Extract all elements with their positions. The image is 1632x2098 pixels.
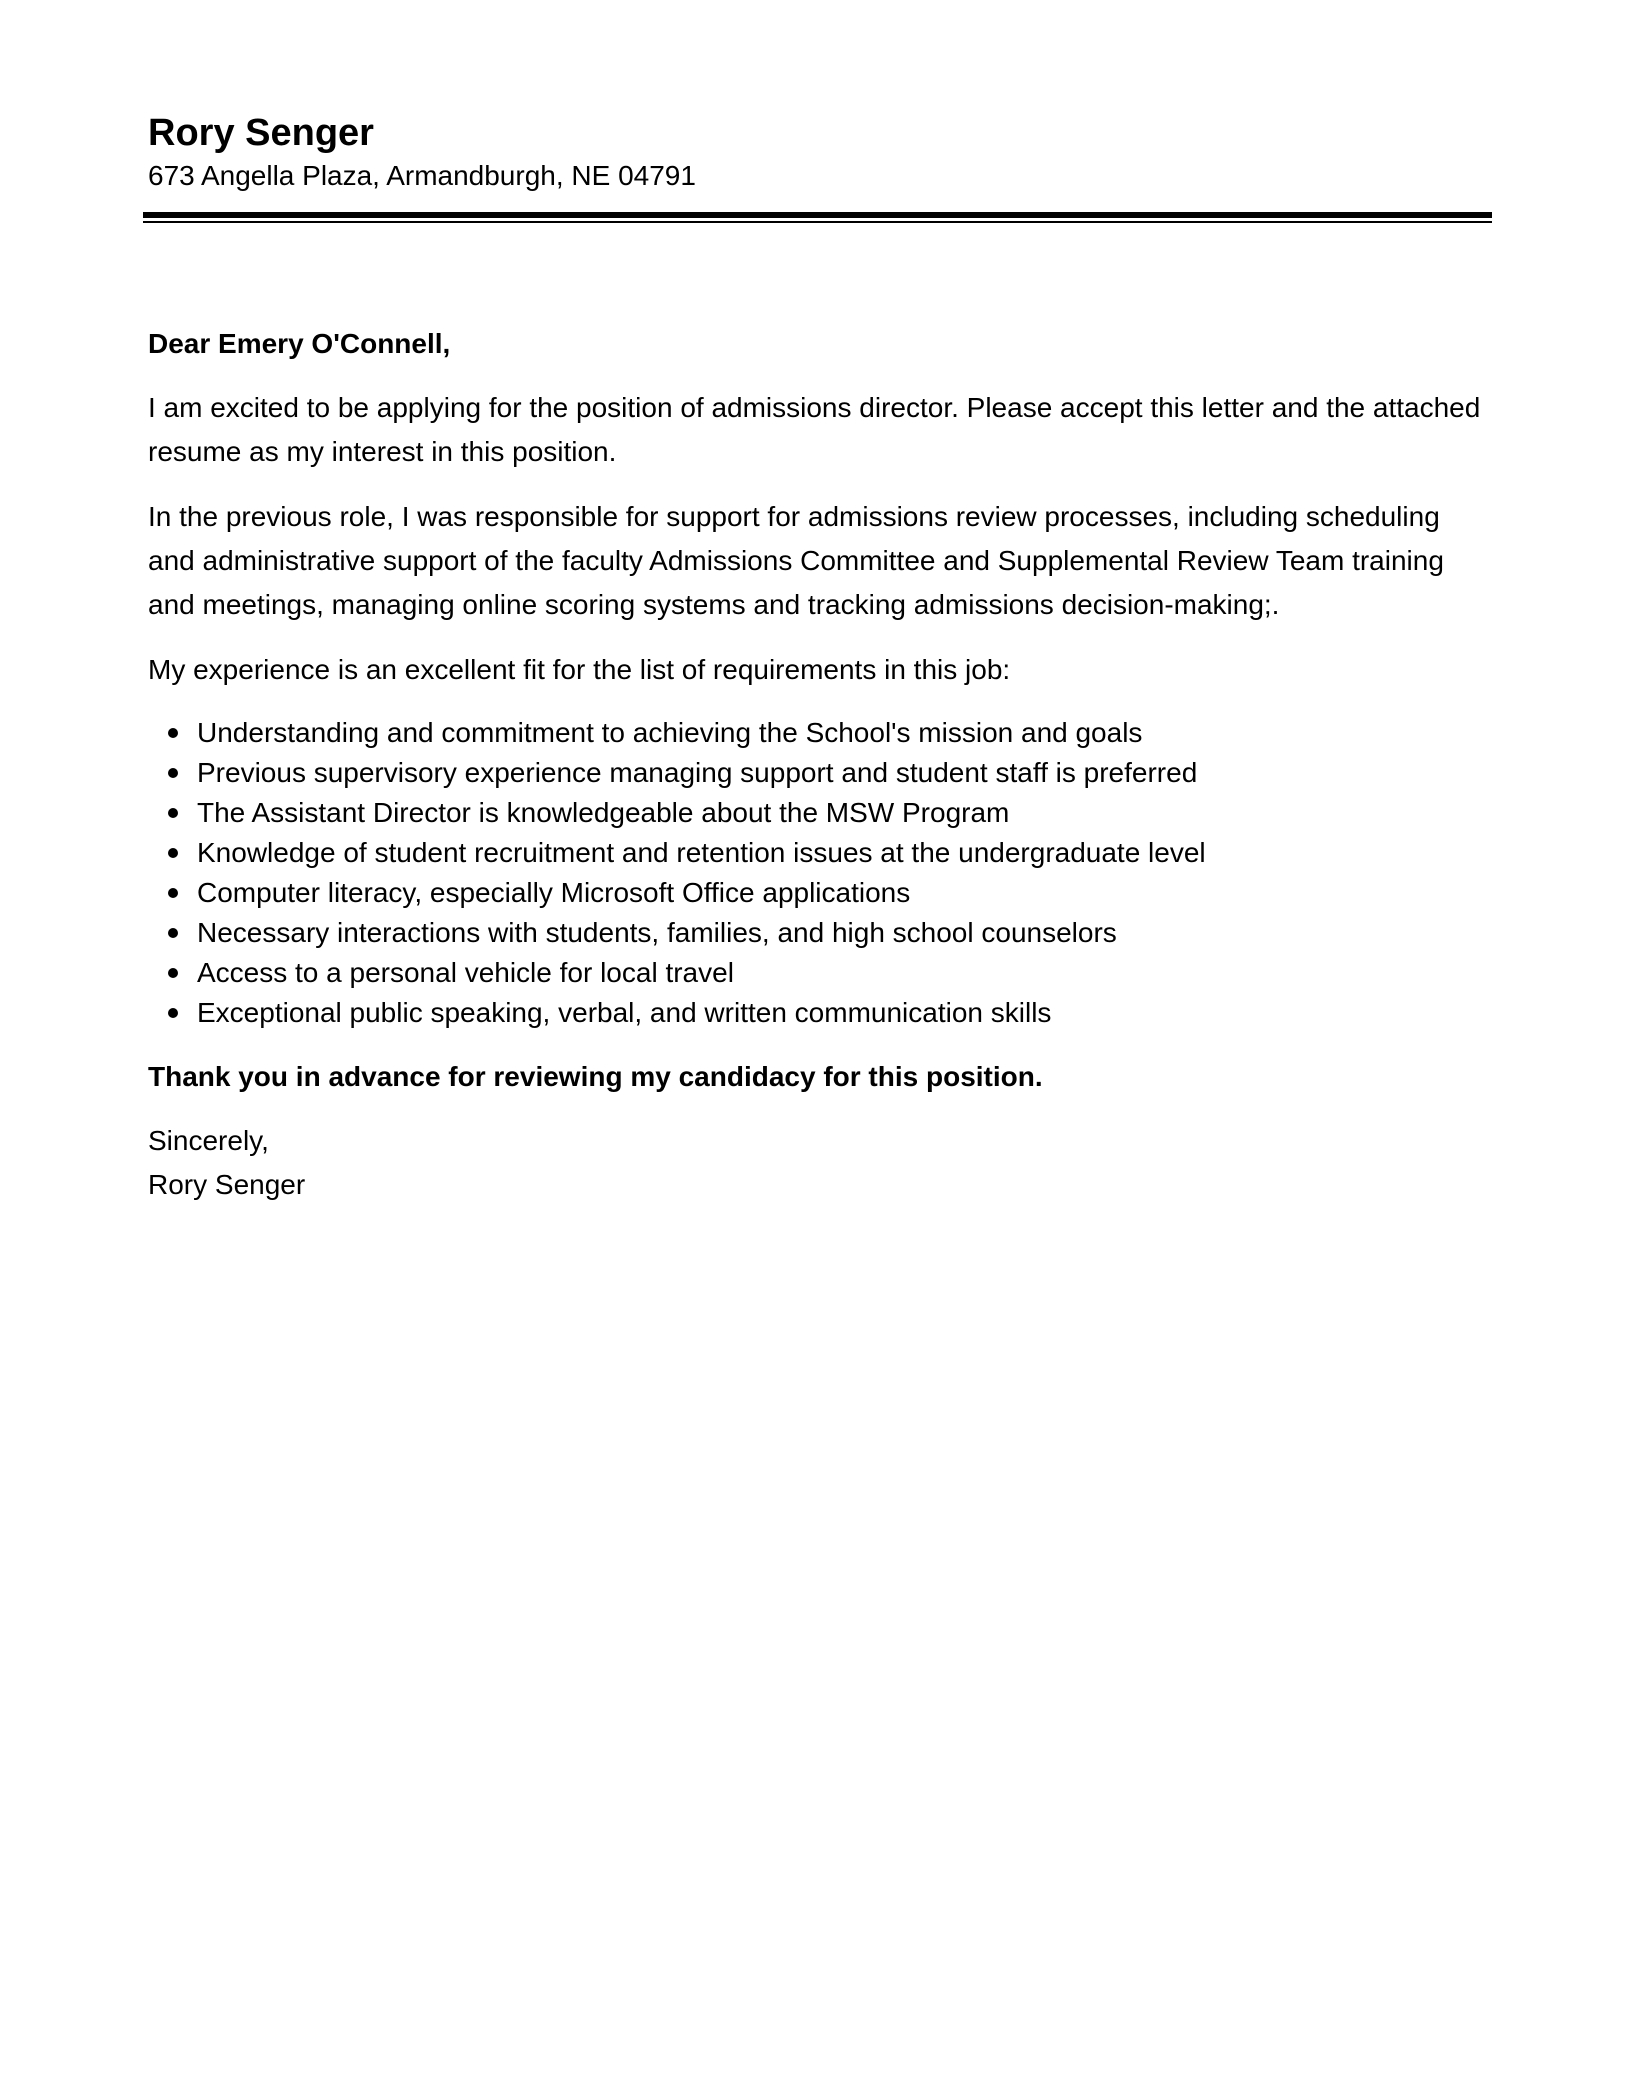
list-item [148,833,1488,873]
list-item [148,753,1488,793]
list-item-text: Access to a personal vehicle for local travel [197,957,734,988]
list-item-text: Previous supervisory experience managing support and student staff is preferred [197,757,1198,788]
list-item [148,873,1488,913]
paragraph-requirements-lead: My experience is an excellent fit for the list of requirements in this job: [148,654,1011,685]
requirements-list [148,713,1488,1033]
closing-statement: Thank you in advance for reviewing my candidacy for this position. [148,1061,1043,1092]
bullet-icon [168,928,178,938]
list-item [148,713,1488,753]
list-item-text: Exceptional public speaking, verbal, and written communication skills [197,997,1052,1028]
bullet-icon [168,1008,178,1018]
list-item-text: The Assistant Director is knowledgeable about the MSW Program [197,797,1010,828]
salutation: Dear Emery O'Connell, [148,328,451,359]
letter-header [148,110,1488,194]
bullet-icon [168,768,178,778]
list-item-text: Knowledge of student recruitment and retention issues at the undergraduate level [197,837,1206,868]
header-divider-thick-line [143,212,1492,218]
valediction: Sincerely, [148,1125,269,1156]
paragraph-experience: In the previous role, I was responsible for support for admissions review processes, including scheduling and administrative support of the faculty Admissions Committee and Supplemental Review Team training and meetings, managing online scoring systems and tracking admissions decision-making;. [148,501,1444,620]
list-item [148,793,1488,833]
list-item [148,993,1488,1033]
list-item-text: Understanding and commitment to achieving the School's mission and goals [197,717,1143,748]
header-divider [143,212,1492,223]
list-item-text: Necessary interactions with students, families, and high school counselors [197,917,1117,948]
bullet-icon [168,968,178,978]
bullet-icon [168,728,178,738]
list-item [148,953,1488,993]
sender-name: Rory Senger [148,112,374,154]
letter-body [148,322,1488,1207]
bullet-icon [168,888,178,898]
bullet-icon [168,808,178,818]
paragraph-intro: I am excited to be applying for the position of admissions director. Please accept this letter and the attached resume as my interest in this position. [148,392,1481,467]
sender-address: 673 Angella Plaza, Armandburgh, NE 04791 [148,160,696,191]
bullet-icon [168,848,178,858]
header-divider-thin-line [143,221,1492,223]
list-item [148,913,1488,953]
signature-name: Rory Senger [148,1169,306,1200]
list-item-text: Computer literacy, especially Microsoft Office applications [197,877,911,908]
